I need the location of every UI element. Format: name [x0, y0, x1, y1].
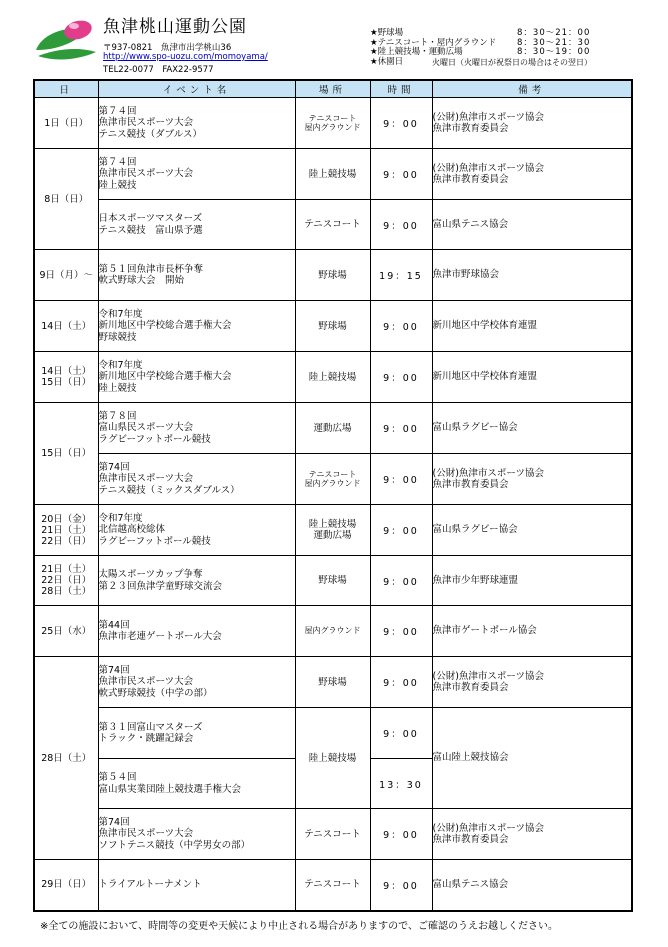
opening-hours [370, 29, 666, 67]
table-row [34, 352, 632, 403]
hours-label: ★野球場 [370, 28, 404, 38]
date-cell: 9日（月）～ [34, 250, 98, 301]
table-row [34, 200, 632, 250]
note-cell: (公財)魚津市スポーツ協会 魚津市教育委員会 [432, 657, 632, 708]
footer-notice: ※全ての施設において、時間等の変更や天候により中止される場合がありますので、ご確認のうえお越しください。 [40, 921, 558, 932]
time-cell: 9：00 [370, 657, 432, 708]
time-cell: 9：00 [370, 454, 432, 505]
col-header-event: イベント名 [98, 80, 295, 98]
time-cell: 9：00 [370, 606, 432, 657]
table-header-row [34, 80, 632, 98]
date-cell: 1日（日） [34, 98, 98, 149]
place-cell: テニスコート 屋内グラウンド [295, 454, 370, 505]
hours-value: 8：30～19：00 [517, 47, 591, 57]
event-cell: 第５４回 富山県実業団陸上競技選手権大会 [98, 759, 295, 809]
hours-value: 8：30～21：00 [517, 28, 591, 38]
note-cell: 魚津市少年野球連盟 [432, 556, 632, 606]
hours-label: ★休園日 [370, 56, 404, 67]
event-cell: 第７４回 魚津市民スポーツ大会 テニス競技（ダブルス） [98, 98, 295, 149]
time-cell: 9：00 [370, 149, 432, 200]
table-row [34, 98, 632, 149]
event-schedule-table [33, 79, 633, 912]
event-cell: 日本スポーツマスターズ テニス競技 富山県予選 [98, 200, 295, 250]
event-cell: 令和7年度 北信越高校総体 ラグビーフットボール競技 [98, 505, 295, 556]
tel-fax: TEL22-0077 FAX22-9577 [103, 65, 214, 75]
note-cell: (公財)魚津市スポーツ協会 魚津市教育委員会 [432, 98, 632, 149]
place-cell: 屋内グラウンド [295, 606, 370, 657]
time-cell: 9：00 [370, 505, 432, 556]
note-cell: (公財)魚津市スポーツ協会 魚津市教育委員会 [432, 454, 632, 505]
time-cell: 9：00 [370, 98, 432, 149]
event-cell: 太陽スポーツカップ争奪 第２３回魚津学童野球交流会 [98, 556, 295, 606]
note-cell: 富山県テニス協会 [432, 860, 632, 911]
table-row [34, 250, 632, 301]
place-cell: 陸上競技場 [295, 708, 370, 809]
date-cell: 21日（土） 22日（日） 28日（土） [34, 556, 98, 606]
place-cell: 陸上競技場 運動広場 [295, 505, 370, 556]
place-cell: テニスコート [295, 200, 370, 250]
place-cell: 野球場 [295, 301, 370, 352]
event-cell: トライアルトーナメント [98, 860, 295, 911]
hours-value: 火曜日（火曜日が祝祭日の場合はその翌日） [432, 57, 592, 67]
event-cell: 第７８回 富山県民スポーツ大会 ラグビーフットボール競技 [98, 403, 295, 454]
time-cell: 9：00 [370, 809, 432, 860]
table-row [34, 556, 632, 606]
event-cell: 令和7年度 新川地区中学校総合選手権大会 陸上競技 [98, 352, 295, 403]
time-cell: 9：00 [370, 403, 432, 454]
table-row [34, 301, 632, 352]
time-cell: 9：00 [370, 301, 432, 352]
table-row [34, 860, 632, 911]
note-cell: (公財)魚津市スポーツ協会 魚津市教育委員会 [432, 809, 632, 860]
table-row [34, 149, 632, 200]
place-cell: 野球場 [295, 250, 370, 301]
event-cell: 第74回 魚津市民スポーツ大会 ソフトテニス競技（中学男女の部） [98, 809, 295, 860]
hours-value: 8：30～21：30 [517, 37, 591, 48]
time-cell: 9：00 [370, 352, 432, 403]
col-header-time: 時間 [370, 80, 432, 98]
place-cell: 陸上競技場 [295, 149, 370, 200]
col-header-date: 日 [34, 80, 98, 98]
park-logo [34, 16, 100, 62]
note-cell: 魚津市ゲートボール協会 [432, 606, 632, 657]
page-header [0, 0, 668, 76]
date-cell: 14日（土） [34, 301, 98, 352]
note-cell: 新川地区中学校体育連盟 [432, 301, 632, 352]
note-cell: 富山県ラグビー協会 [432, 505, 632, 556]
event-cell: 第74回 魚津市民スポーツ大会 テニス競技（ミックスダブルス） [98, 454, 295, 505]
place-cell: 運動広場 [295, 403, 370, 454]
date-cell: 8日（日） [34, 149, 98, 250]
place-cell: テニスコート [295, 809, 370, 860]
table-row [34, 606, 632, 657]
park-name: 魚津桃山運動公園 [103, 17, 247, 37]
time-cell: 19：15 [370, 250, 432, 301]
time-cell: 13：30 [370, 759, 432, 809]
postal-address: 〒937-0821 魚津市出学桃山36 [103, 43, 232, 53]
note-cell: 富山県ラグビー協会 [432, 403, 632, 454]
note-cell: 新川地区中学校体育連盟 [432, 352, 632, 403]
event-cell: 第44回 魚津市老連ゲートボール大会 [98, 606, 295, 657]
table-row [34, 708, 632, 759]
place-cell: 野球場 [295, 657, 370, 708]
event-cell: 第５１回魚津市長杯争奪 軟式野球大会 開始 [98, 250, 295, 301]
date-cell: 15日（日） [34, 403, 98, 505]
table-row [34, 809, 632, 860]
place-cell: テニスコート [295, 860, 370, 911]
event-cell: 第74回 魚津市民スポーツ大会 軟式野球競技（中学の部） [98, 657, 295, 708]
time-cell: 9：00 [370, 556, 432, 606]
hours-label: ★陸上競技場・運動広場 [370, 47, 463, 57]
date-cell: 20日（金） 21日（土） 22日（日） [34, 505, 98, 556]
place-cell: テニスコート 屋内グラウンド [295, 98, 370, 149]
table-row [34, 403, 632, 454]
time-cell: 9：00 [370, 200, 432, 250]
hours-athletics [370, 48, 666, 58]
table-row [34, 657, 632, 708]
note-cell: 富山陸上競技協会 [432, 708, 632, 809]
hours-closed [370, 58, 666, 68]
note-cell: (公財)魚津市スポーツ協会 魚津市教育委員会 [432, 149, 632, 200]
place-cell: 野球場 [295, 556, 370, 606]
col-header-note: 備考 [432, 80, 632, 98]
date-cell: 29日（日） [34, 860, 98, 911]
time-cell: 9：00 [370, 860, 432, 911]
hours-label: ★テニスコート・屋内グラウンド [370, 37, 497, 48]
time-cell: 9：00 [370, 708, 432, 759]
date-cell: 25日（水） [34, 606, 98, 657]
table-row [34, 505, 632, 556]
date-cell: 28日（土） [34, 657, 98, 860]
event-cell: 第３１回富山マスターズ トラック・跳躍記録会 [98, 708, 295, 759]
date-cell: 14日（土） 15日（日） [34, 352, 98, 403]
place-cell: 陸上競技場 [295, 352, 370, 403]
table-row [34, 454, 632, 505]
col-header-place: 場所 [295, 80, 370, 98]
event-cell: 第７４回 魚津市民スポーツ大会 陸上競技 [98, 149, 295, 200]
note-cell: 魚津市野球協会 [432, 250, 632, 301]
website-link[interactable]: http://www.spo-uozu.com/momoyama/ [103, 52, 268, 62]
note-cell: 富山県テニス協会 [432, 200, 632, 250]
event-cell: 令和7年度 新川地区中学校総合選手権大会 野球競技 [98, 301, 295, 352]
